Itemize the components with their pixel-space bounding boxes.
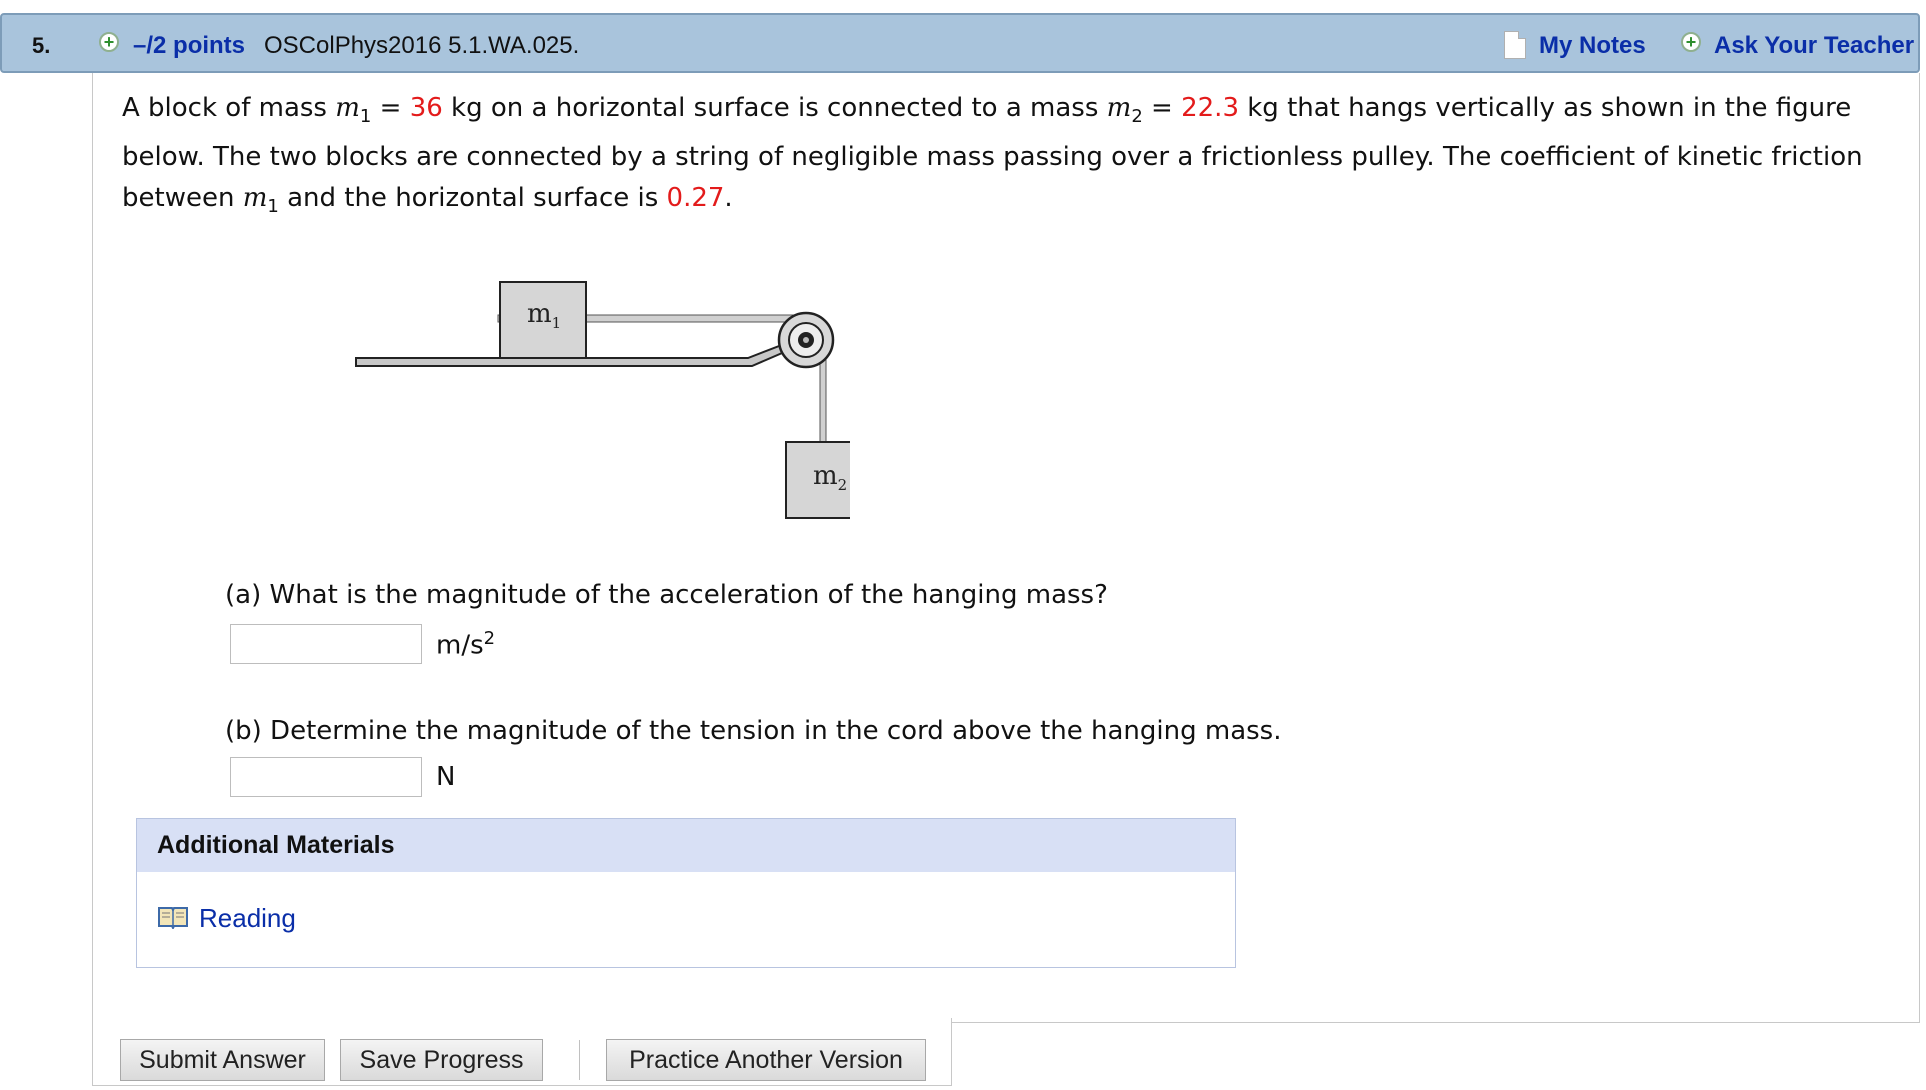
part-a-unit	[436, 628, 495, 661]
problem-statement	[122, 88, 1902, 227]
question-id: OSColPhys2016 5.1.WA.025.	[264, 32, 580, 59]
additional-materials-header	[137, 819, 1235, 872]
my-notes-link[interactable]: My Notes	[1539, 32, 1646, 59]
plus-icon[interactable]: +	[99, 32, 119, 52]
problem-text: kg on a horizontal surface is connected to a mass	[442, 93, 1107, 123]
additional-materials-box	[136, 818, 1236, 968]
variable-m2: m	[1106, 93, 1132, 123]
practice-another-version-button[interactable]: Practice Another Version	[606, 1039, 926, 1081]
unit-text: m/s	[436, 630, 484, 661]
subscript: 2	[1131, 106, 1143, 128]
reading-link[interactable]: Reading	[199, 903, 296, 933]
friction-coefficient-value: 0.27	[666, 183, 725, 214]
equals-sign: =	[371, 93, 410, 123]
button-divider	[579, 1040, 580, 1080]
submit-answer-button[interactable]: Submit Answer	[120, 1039, 325, 1081]
points-label: –/2 points	[133, 32, 246, 59]
ask-your-teacher-link[interactable]: Ask Your Teacher	[1714, 32, 1915, 59]
subscript: 1	[359, 106, 372, 128]
question-header	[0, 13, 1920, 73]
equals-sign: =	[1142, 93, 1182, 123]
variable-m1: m	[335, 93, 360, 123]
part-b-answer-input[interactable]	[230, 757, 422, 797]
pulley-figure	[350, 270, 850, 540]
plus-icon[interactable]: +	[1681, 32, 1701, 52]
problem-text: and the horizontal surface is	[278, 183, 667, 214]
unit-exponent: 2	[483, 628, 496, 649]
part-b-question: (b) Determine the magnitude of the tension in the cord above the hanging mass.	[225, 716, 1282, 746]
part-b-unit: N	[436, 762, 456, 792]
question-number: 5.	[32, 33, 51, 58]
block-m1-label: $m_1$	[527, 299, 562, 332]
problem-text: A block of mass	[122, 93, 336, 123]
block-m2-label: $m_2$	[813, 461, 848, 494]
subscript: 1	[267, 196, 279, 218]
problem-text: kg that hangs vertically as shown in the figure below. The two blocks are connected by a string of negligible mass passing over a frictionless pulley. The coefficient of kinetic friction between	[122, 93, 1863, 214]
pulley-axle-center	[803, 337, 809, 343]
additional-materials-title: Additional Materials	[157, 831, 395, 859]
part-a-answer-input[interactable]	[230, 624, 422, 664]
save-progress-button[interactable]: Save Progress	[340, 1039, 543, 1081]
variable-m1: m	[242, 183, 268, 214]
notes-icon[interactable]	[1504, 31, 1526, 59]
problem-text: .	[724, 183, 733, 214]
book-icon[interactable]	[157, 905, 189, 929]
part-a-question: (a) What is the magnitude of the acceleration of the hanging mass?	[225, 580, 1108, 610]
m1-value: 36	[409, 93, 443, 123]
m2-value: 22.3	[1181, 93, 1239, 123]
